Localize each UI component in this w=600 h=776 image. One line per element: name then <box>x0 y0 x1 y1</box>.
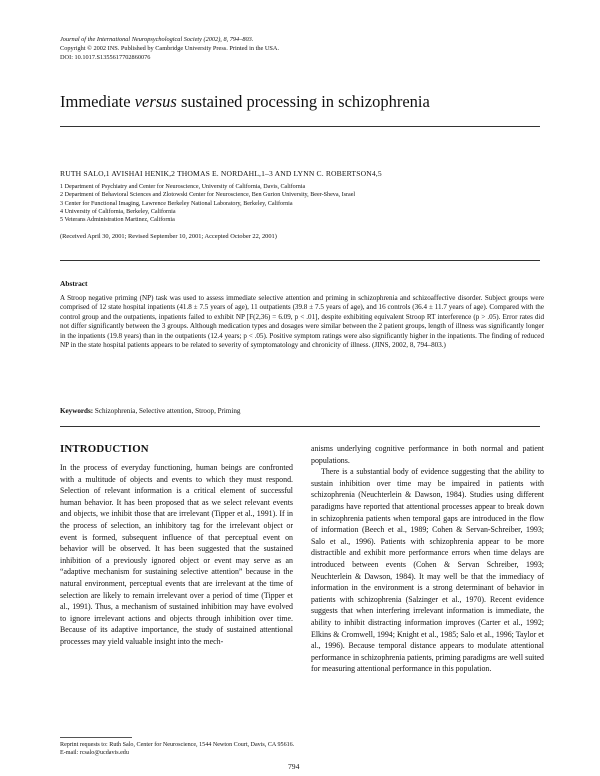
intro-paragraph-2: There is a substantial body of evidence suggesting that the ability to sustain inhibition over time may be impaired in patients with schizophrenia (Neuchterlein & Dawson, 1984). Studies using different paradigms have reported that attentional processes appear to break down in schizophrenia patients when temporal gaps are introduced in the flow of information (Beech et al., 1989; Cohen & Servan-Schreiber, 1993; Salo et al., 1996). Patients with schizophrenia appear to be more distractible and exhibit more performance errors when time delays are introduced between events (Cohen & Servan Schreiber, 1993; Neuchterlein & Dawson, 1984). It may well be that the immediacy of information in the environment is a strong determinant of behavior in patients with schizophrenia (Salzinger et al., 1970). Recent evidence suggests that when interfering irrelevant information is immediate, the ability to inhibit distracting information improves (Carter et al., 1992; Elkins & Cromwell, 1994; Knight et al., 1985; Salo et al., 1996; Taylor et al., 1996). Because temporal distance appears to modulate attentional performance in schizophrenia patients, priming paradigms are well suited for measuring attentional performance in this population. <box>311 467 544 674</box>
affiliation-3: 3 Center for Functional Imaging, Lawrence Berkeley National Laboratory, Berkeley, California <box>60 200 293 207</box>
keywords-label: Keywords: <box>60 407 94 415</box>
title-divider <box>60 126 540 127</box>
affiliations <box>60 183 355 224</box>
reprint-footnote: Reprint requests to: Ruth Salo, Center for Neuroscience, 1544 Newton Court, Davis, CA 95616. E-mail: rcsalo@ucdavis.edu <box>60 742 295 757</box>
keywords-text: Schizophrenia, Selective attention, Stroop, Priming <box>93 407 241 415</box>
received-dates: (Received April 30, 2001; Revised September 10, 2001; Accepted October 22, 2001) <box>60 233 277 240</box>
page-number: 794 <box>288 762 300 771</box>
intro-continuation: anisms underlying cognitive performance in both normal and patient populations. <box>311 444 544 465</box>
left-column <box>60 462 293 648</box>
abstract-heading: Abstract <box>60 279 88 288</box>
abstract-divider-top <box>60 260 540 261</box>
title-part-3: sustained processing in schizophrenia <box>176 92 430 111</box>
affiliation-1: 1 Department of Psychiatry and Center for Neuroscience, University of California, Davis, California <box>60 184 306 190</box>
title-part-1: Immediate <box>60 92 135 111</box>
title-part-2: versus <box>134 92 177 111</box>
affiliation-4: 4 University of California, Berkeley, California <box>60 208 176 215</box>
right-column <box>311 443 544 675</box>
citation-line-2: Copyright © 2002 INS. Published by Cambridge University Press. Printed in the USA. <box>60 45 280 52</box>
abstract-divider-bottom <box>60 426 540 427</box>
affiliation-5: 5 Veterans Administration Martinez, California <box>60 217 175 224</box>
keywords <box>60 407 240 415</box>
abstract-text: A Stroop negative priming (NP) task was used to assess immediate selective attention and priming in schizophrenia and schizoaffective disorder. Subject groups were comprised of 12 state hospital inpatients (41.8 ± 7.5 years of age), 11 outpatients (39.8 ± 7.5 years of age), and 16 controls (36.4 ± 11.7 years of age). Compared with the control group and the outpatients, inpatients failed to exhibit NP [F(2,36) = 6.09, p < .01], despite exhibiting equivalent Stroop RT interference (p > .05). Error rates did not differ significantly between the 3 groups. Although medication types and dosages were similar between the 2 patient groups, length of illness was significantly longer in the inpatients (19.8 years) than in the outpatients (12.4 years; p < .05). Positive symptom ratings were also significantly higher in the inpatients. The finding of reduced NP in the state hospital patients appears to be related to severity of symptomatology and chronicity of illness. (JINS, 2002, 8, 794–803.) <box>60 294 544 350</box>
footnote-divider <box>60 737 132 738</box>
affiliation-2: 2 Department of Behavioral Sciences and Zlotowski Center for Neuroscience, Ben Gurion University, Beer-Sheva, Israel <box>60 192 356 199</box>
citation-line-3: DOI: 10.1017.S1355617702860076 <box>60 54 151 61</box>
introduction-heading: INTRODUCTION <box>60 443 149 455</box>
intro-paragraph-1: In the process of everyday functioning, human beings are confronted with a multitude of objects and events to which they must respond. Selection of relevant information is a critical element of successful human behavior. It has been proposed that as we select relevant events and objects, we inhibit those that are irrelevant (Tipper et al., 1991). If in the process of selection, an inhibitory tag for the irrelevant object or event is formed, subsequent influence of that perceptual event on behavior will be observed. It has been suggested that the sustained inhibition of a previously ignored object or event may serve as an “adaptive mechanism for sustaining selective attention” because in the natural environment, perceptual events that are irrelevant at the time of selection are likely to remain irrelevant over a period of time (Tipper et al., 1991). Thus, a mechanism of sustained inhibition may have evolved to ignore irrelevant actions and objects through inhibition over time. Because of its adaptive importance, the study of sustained attentional processes may yield valuable insight into the mech- <box>60 463 293 646</box>
article-title <box>60 92 430 112</box>
citation-line-1: Journal of the International Neuropsychological Society (2002), 8, 794–803. <box>60 36 254 43</box>
journal-citation <box>60 35 279 62</box>
author-list: RUTH SALO,1 AVISHAI HENIK,2 THOMAS E. NORDAHL,1–3 AND LYNN C. ROBERTSON4,5 <box>60 169 382 178</box>
